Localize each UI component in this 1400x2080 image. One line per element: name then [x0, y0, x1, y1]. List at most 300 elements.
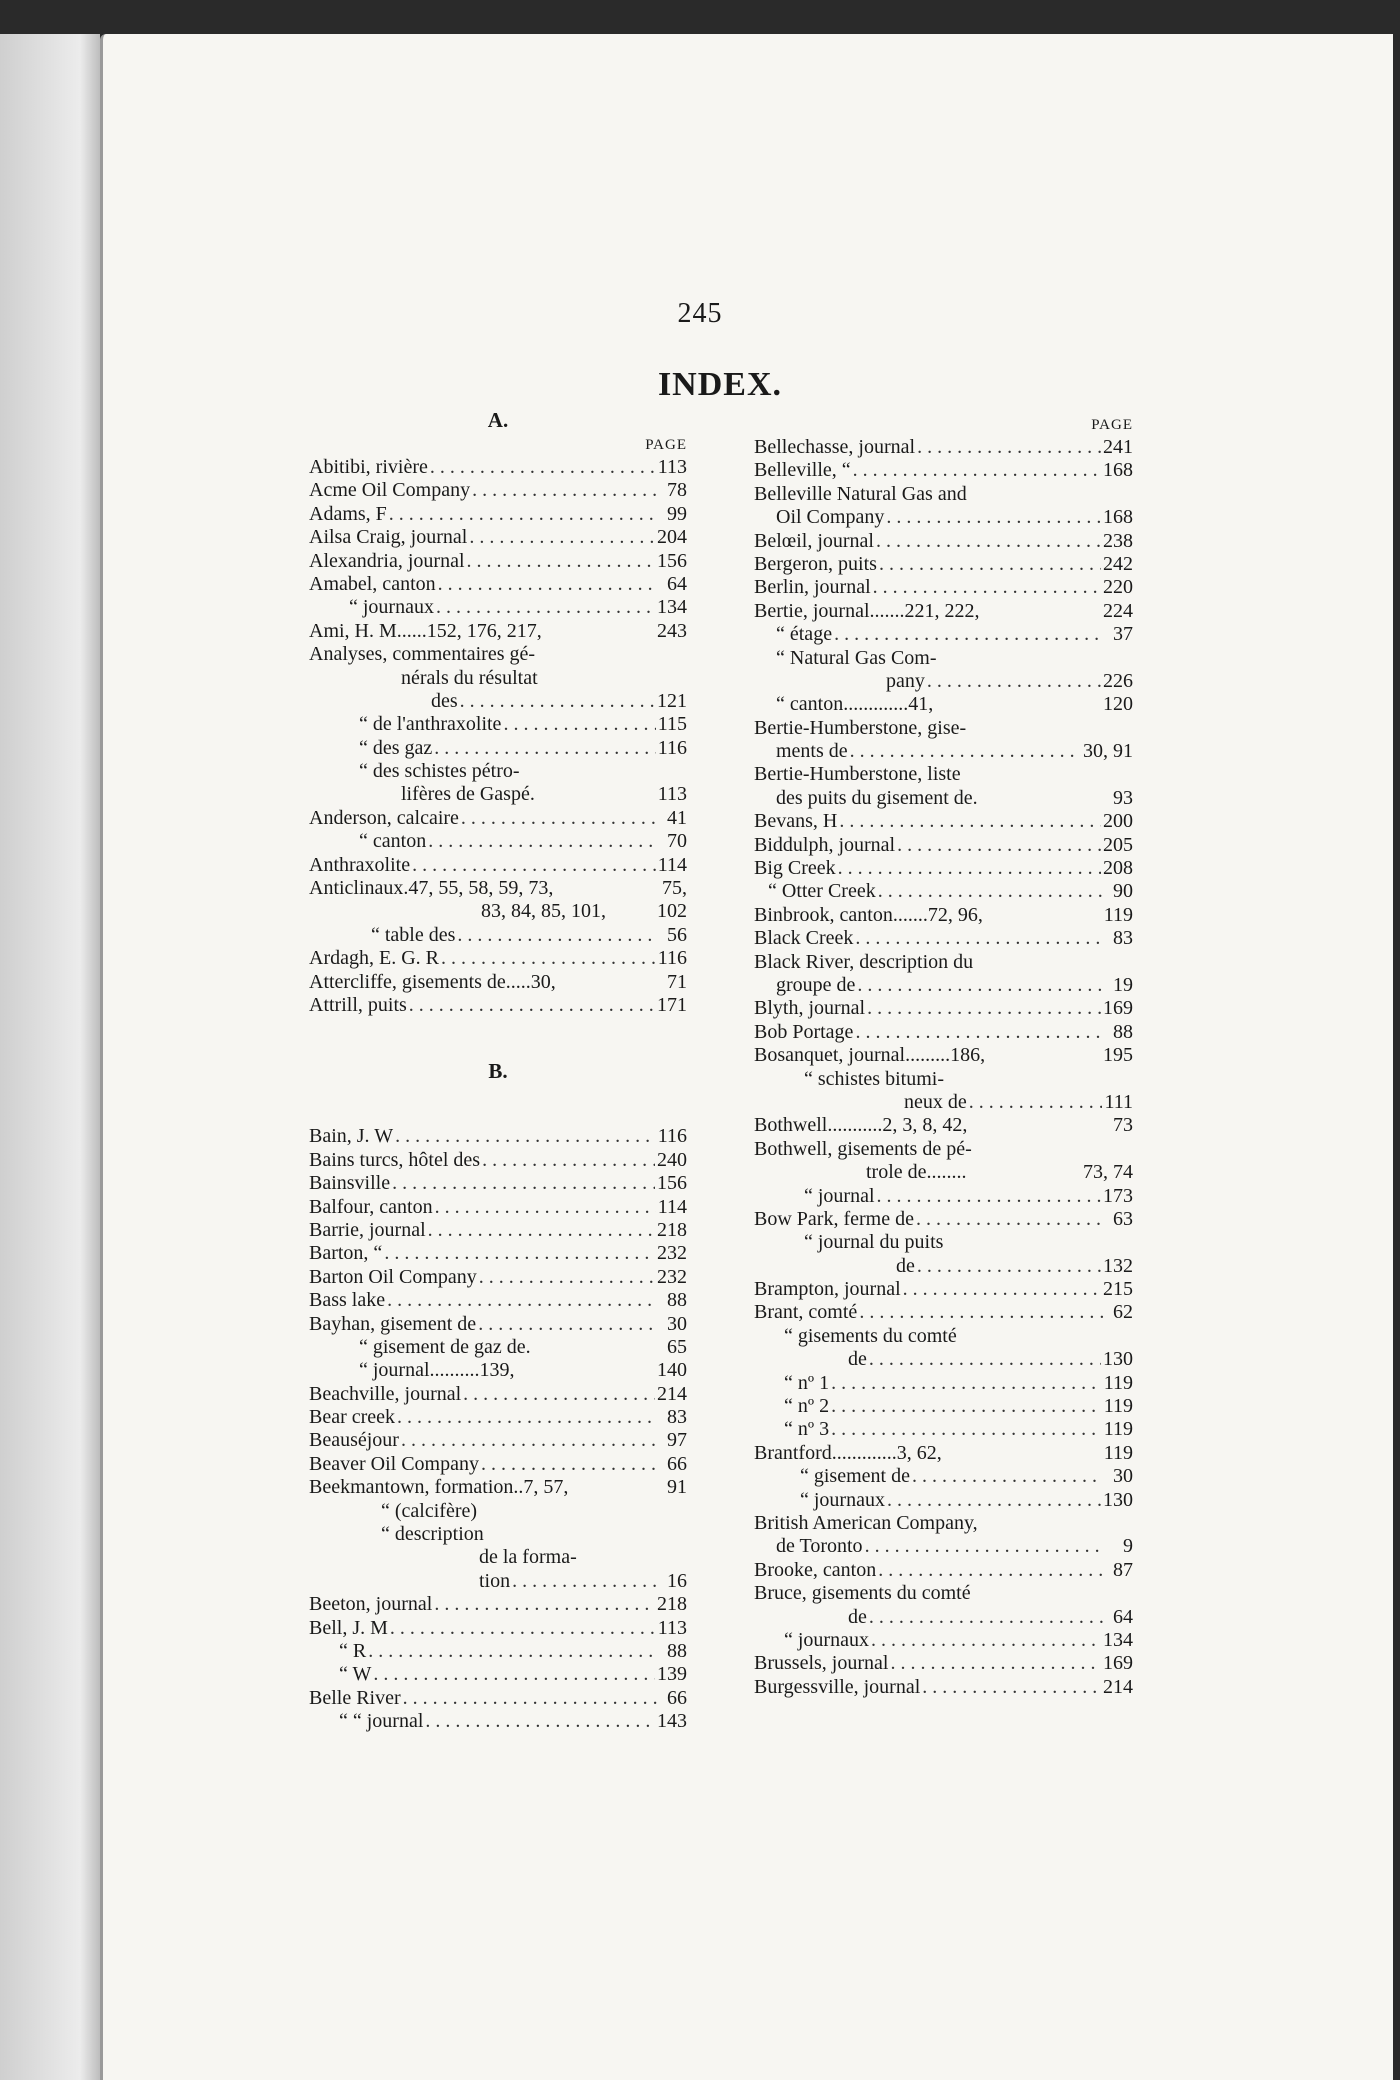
index-entry [754, 1489, 1133, 1512]
index-entry [754, 857, 1133, 880]
index-entry [309, 807, 687, 830]
dot-leader [512, 1570, 657, 1593]
dot-leader [831, 1372, 1102, 1395]
dot-leader [859, 1301, 1103, 1324]
index-entry [309, 1663, 687, 1686]
index-entry [754, 506, 1133, 529]
entry-page-ref: 56 [667, 923, 687, 946]
index-entry [754, 1301, 1133, 1324]
entry-page-ref: 64 [667, 572, 687, 595]
entry-term: Anticlinaux.47, 55, 58, 59, 73, [309, 877, 554, 900]
index-entry [754, 787, 1133, 810]
entry-page-ref: 30, 91 [1083, 740, 1133, 763]
entry-term: des puits du gisement de. [776, 786, 978, 809]
dot-leader [409, 994, 655, 1017]
dot-leader [912, 1465, 1103, 1488]
index-entry [309, 900, 687, 923]
index-entry [309, 1523, 687, 1546]
index-entry [754, 1676, 1133, 1699]
entry-term: de [848, 1348, 867, 1371]
index-entry [754, 1629, 1133, 1652]
entry-term: tion [479, 1569, 511, 1592]
index-entry [754, 576, 1133, 599]
index-entry [309, 596, 687, 619]
entry-term: Acme Oil Company [309, 479, 471, 502]
dot-leader [387, 1289, 657, 1312]
entry-page-ref: 116 [657, 1125, 687, 1148]
entry-term: “ gisement de gaz de. [359, 1335, 531, 1358]
entry-term: British American Company, [754, 1511, 978, 1534]
entry-term: “ journal [804, 1184, 875, 1207]
dot-leader [876, 530, 1101, 553]
entry-term: Bothwell, gisements de pé- [754, 1137, 972, 1160]
entry-term: de la forma- [479, 1546, 577, 1569]
entry-page-ref: 113 [657, 456, 687, 478]
entry-term: Bertie-Humberstone, liste [754, 763, 961, 786]
entry-page-ref: 114 [657, 853, 687, 876]
entry-page-ref: 168 [1103, 459, 1133, 482]
dot-leader [865, 1535, 1103, 1558]
dot-leader [425, 1710, 655, 1733]
entry-page-ref: 208 [1103, 857, 1133, 880]
index-entry [754, 1535, 1133, 1558]
entry-page-ref: 30 [667, 1312, 687, 1335]
index-entry [309, 1219, 687, 1242]
entry-page-ref: 16 [667, 1569, 687, 1592]
page-column-header: PAGE [1091, 417, 1133, 433]
dot-leader [461, 807, 657, 830]
dot-leader [395, 1125, 656, 1148]
index-entry [309, 690, 687, 713]
entry-term: de [848, 1605, 867, 1628]
dot-leader [890, 1652, 1101, 1675]
index-entry [309, 1383, 687, 1406]
entry-page-ref: 87 [1113, 1558, 1133, 1581]
entry-term: Binbrook, canton.......72, 96, [754, 903, 983, 926]
dot-leader [469, 526, 655, 549]
dot-leader [916, 1208, 1103, 1231]
index-entry [754, 1138, 1133, 1161]
entry-page-ref: 37 [1113, 623, 1133, 646]
dot-leader [436, 596, 655, 619]
entry-term: Bertie-Humberstone, gise- [754, 716, 967, 739]
index-entry [309, 1336, 687, 1359]
dot-leader [853, 459, 1101, 482]
index-entry [309, 1289, 687, 1312]
dot-leader [397, 1406, 657, 1429]
entry-page-ref: 66 [667, 1452, 687, 1475]
entry-term: Brampton, journal [754, 1278, 901, 1301]
index-entry [754, 1418, 1133, 1441]
entry-page-ref: 171 [657, 993, 687, 1016]
index-entry [309, 550, 687, 573]
dot-leader [838, 857, 1101, 880]
dot-leader [503, 713, 655, 736]
entry-term: “ schistes bitumi- [804, 1067, 944, 1090]
entry-page-ref: 113 [657, 1616, 687, 1639]
index-entry [309, 1359, 687, 1382]
entry-term: “ nº 3 [784, 1418, 830, 1441]
index-entry [309, 620, 687, 643]
entry-page-ref: 121 [657, 689, 687, 712]
entry-term: “ gisements du comté [784, 1324, 957, 1347]
entry-term: Brooke, canton [754, 1558, 877, 1581]
entry-page-ref: 214 [657, 1382, 687, 1405]
dot-leader [869, 1348, 1101, 1371]
entry-page-ref: 93 [1113, 786, 1133, 809]
entry-term: Bains turcs, hôtel des [309, 1148, 481, 1171]
entry-page-ref: 30 [1113, 1465, 1133, 1488]
entry-page-ref: 218 [657, 1218, 687, 1241]
entry-term: Beaver Oil Company [309, 1452, 479, 1475]
dot-leader [867, 997, 1101, 1020]
entry-term: “ des gaz [359, 736, 433, 759]
index-entry [754, 1091, 1133, 1114]
entry-term: “ nº 1 [784, 1371, 830, 1394]
dot-leader [412, 854, 656, 877]
index-entry [754, 1021, 1133, 1044]
dot-leader [917, 436, 1101, 459]
entry-term: Beachville, journal [309, 1382, 462, 1405]
entry-page-ref: 156 [657, 549, 687, 572]
entry-page-ref: 75, [662, 877, 687, 900]
entry-page-ref: 243 [657, 619, 687, 642]
index-entry [309, 526, 687, 549]
index-entry [754, 1652, 1133, 1675]
index-entry [754, 623, 1133, 646]
entry-term: Abitibi, rivière [309, 456, 428, 478]
index-column-right [754, 414, 1133, 1699]
entry-term: Ami, H. M......152, 176, 217, [309, 619, 542, 642]
index-entry [309, 479, 687, 502]
dot-leader [373, 1663, 655, 1686]
entry-page-ref: 88 [1113, 1020, 1133, 1043]
entry-term: “ W [339, 1663, 372, 1686]
index-entry [309, 1546, 687, 1569]
index-entry [309, 573, 687, 596]
index-entry [309, 1125, 687, 1148]
entry-page-ref: 215 [1103, 1278, 1133, 1301]
index-entry [754, 1325, 1133, 1348]
section-gap [309, 1017, 687, 1057]
entry-term: de [896, 1254, 915, 1277]
entry-page-ref: 232 [657, 1242, 687, 1265]
dot-leader [441, 947, 656, 970]
entry-term: Ailsa Craig, journal [309, 526, 468, 549]
entry-term: “ R [339, 1639, 367, 1662]
entry-page-ref: 119 [1103, 1395, 1133, 1418]
section-gap [309, 1085, 687, 1125]
entry-page-ref: 220 [1103, 576, 1133, 599]
entry-page-ref: 113 [657, 783, 687, 806]
index-entry [309, 713, 687, 736]
dot-leader [831, 1395, 1102, 1418]
dot-leader [384, 1242, 655, 1265]
entry-page-ref: 78 [667, 479, 687, 502]
index-entry [309, 1242, 687, 1265]
entry-term: “ canton.............41, [776, 693, 934, 716]
entry-page-ref: 90 [1113, 880, 1133, 903]
index-entry [754, 740, 1133, 763]
index-entry [754, 997, 1133, 1020]
entry-term: “ table des [371, 923, 456, 946]
entry-page-ref: 97 [667, 1429, 687, 1452]
entry-term: “ étage [776, 623, 833, 646]
entry-page-ref: 73, 74 [1083, 1161, 1133, 1184]
dot-leader [834, 623, 1103, 646]
entry-term: Burgessville, journal [754, 1675, 921, 1698]
entry-page-ref: 173 [1103, 1184, 1133, 1207]
entry-page-ref: 9 [1123, 1535, 1133, 1558]
index-entry [754, 1465, 1133, 1488]
entry-page-ref: 88 [667, 1289, 687, 1312]
dot-leader [434, 737, 655, 760]
index-entry [754, 436, 1133, 459]
entry-term: 83, 84, 85, 101, [481, 900, 606, 923]
index-entry [754, 553, 1133, 576]
entry-term: “ canton [359, 830, 427, 853]
entry-page-ref: 83 [667, 1406, 687, 1429]
index-entry [754, 1559, 1133, 1582]
entry-term: Balfour, canton [309, 1195, 433, 1218]
entry-page-ref: 111 [1104, 1090, 1133, 1113]
dot-leader [430, 456, 656, 479]
entry-term: “ (calcifère) [381, 1499, 478, 1522]
index-entry [754, 880, 1133, 903]
entry-page-ref: 204 [657, 526, 687, 549]
index-entry [309, 1640, 687, 1663]
entry-term: Brussels, journal [754, 1652, 889, 1675]
entry-term: Bothwell...........2, 3, 8, 42, [754, 1114, 968, 1137]
section-heading: A. [487, 408, 509, 432]
entry-term: neux de [904, 1090, 967, 1113]
entry-page-ref: 156 [657, 1172, 687, 1195]
entry-page-ref: 83 [1113, 927, 1133, 950]
entry-page-ref: 134 [1103, 1628, 1133, 1651]
entry-page-ref: 139 [657, 1663, 687, 1686]
dot-leader [871, 1629, 1101, 1652]
index-entry [754, 1512, 1133, 1535]
entry-term: Black River, description du [754, 950, 974, 973]
book-spine-edge [0, 34, 100, 2080]
index-entry [309, 667, 687, 690]
entry-term: Barrie, journal [309, 1218, 426, 1241]
entry-term: Anderson, calcaire [309, 806, 459, 829]
dot-leader [917, 1255, 1101, 1278]
page-column-header: PAGE [645, 437, 687, 453]
entry-page-ref: 143 [657, 1710, 687, 1733]
entry-page-ref: 205 [1103, 833, 1133, 856]
entry-page-ref: 41 [667, 806, 687, 829]
entry-page-ref: 200 [1103, 810, 1133, 833]
entry-page-ref: 214 [1103, 1675, 1133, 1698]
entry-term: Oil Company [776, 506, 885, 529]
index-entry [754, 927, 1133, 950]
dot-leader [389, 503, 657, 526]
entry-page-ref: 99 [667, 502, 687, 525]
index-entry [309, 994, 687, 1017]
index-entry [754, 647, 1133, 670]
entry-page-ref: 19 [1113, 973, 1133, 996]
dot-leader [878, 1559, 1103, 1582]
entry-term: Bass lake [309, 1289, 386, 1312]
index-entry [309, 1617, 687, 1640]
entry-page-ref: 120 [1103, 693, 1133, 716]
dot-leader [922, 1676, 1101, 1699]
entry-term: Attercliffe, gisements de.....30, [309, 970, 556, 993]
entry-term: “ de l'anthraxolite [359, 713, 502, 736]
entry-page-ref: 232 [657, 1265, 687, 1288]
dot-leader [460, 690, 655, 713]
dot-leader [482, 1149, 655, 1172]
index-column-left [309, 406, 687, 1734]
entry-page-ref: 238 [1103, 529, 1133, 552]
dot-leader [472, 479, 657, 502]
entry-term: Blyth, journal [754, 997, 866, 1020]
entry-page-ref: 64 [1113, 1605, 1133, 1628]
entry-page-ref: 114 [657, 1195, 687, 1218]
entry-page-ref: 73 [1113, 1114, 1133, 1137]
entry-term: Belle River [309, 1686, 401, 1709]
entry-term: Belleville Natural Gas and [754, 482, 967, 505]
dot-leader [831, 1418, 1102, 1441]
dot-leader [438, 573, 657, 596]
entry-term: “ des schistes pétro- [359, 760, 520, 783]
index-entry [754, 1044, 1133, 1067]
index-entry [309, 1429, 687, 1452]
entry-page-ref: 130 [1103, 1488, 1133, 1511]
entry-term: Barton Oil Company [309, 1265, 477, 1288]
index-entry [754, 600, 1133, 623]
index-entry [309, 1570, 687, 1593]
entry-page-ref: 116 [657, 947, 687, 970]
index-title: INDEX. [657, 366, 783, 403]
index-entry [754, 530, 1133, 553]
index-entry [309, 1406, 687, 1429]
entry-page-ref: 140 [657, 1359, 687, 1382]
index-entry [754, 693, 1133, 716]
entry-page-ref: 119 [1103, 903, 1133, 926]
entry-term: Adams, F [309, 502, 387, 525]
index-entry [309, 924, 687, 947]
entry-term: Biddulph, journal [754, 833, 896, 856]
entry-term: Attrill, puits [309, 993, 407, 1016]
entry-term: “ journaux [784, 1628, 869, 1651]
entry-page-ref: 242 [1103, 552, 1133, 575]
entry-term: Bow Park, ferme de [754, 1207, 914, 1230]
entry-term: Amabel, canton [309, 572, 436, 595]
entry-page-ref: 70 [667, 830, 687, 853]
entry-term: groupe de [776, 973, 856, 996]
index-entry [754, 1372, 1133, 1395]
index-entry [754, 1606, 1133, 1629]
index-entry [309, 1149, 687, 1172]
entry-term: Belœil, journal [754, 529, 874, 552]
dot-leader [887, 1489, 1101, 1512]
entry-page-ref: 88 [667, 1639, 687, 1662]
index-entry [309, 1172, 687, 1195]
entry-page-ref: 119 [1103, 1418, 1133, 1441]
dot-leader [428, 1219, 655, 1242]
entry-page-ref: 119 [1103, 1441, 1133, 1464]
dot-leader [855, 927, 1103, 950]
entry-page-ref: 241 [1103, 436, 1133, 458]
dot-leader [879, 553, 1101, 576]
index-entry [309, 1266, 687, 1289]
index-entry [309, 1476, 687, 1499]
index-entry [309, 783, 687, 806]
entry-page-ref: 66 [667, 1686, 687, 1709]
entry-page-ref: 71 [667, 970, 687, 993]
entry-term: Bayhan, gisement de [309, 1312, 477, 1335]
dot-leader [903, 1278, 1101, 1301]
index-entry [309, 830, 687, 853]
index-entry [309, 1453, 687, 1476]
index-entry [309, 1196, 687, 1219]
index-entry [754, 459, 1133, 482]
entry-term: “ Natural Gas Com- [776, 646, 937, 669]
index-entry [754, 483, 1133, 506]
index-entry [754, 1442, 1133, 1465]
index-entry [309, 1687, 687, 1710]
entry-term: Analyses, commentaires gé- [309, 643, 536, 666]
index-entry [309, 1710, 687, 1733]
entry-term: des [431, 689, 458, 712]
dot-leader [392, 1172, 655, 1195]
entry-term: Beauséjour [309, 1429, 399, 1452]
dot-leader [463, 1383, 655, 1406]
dot-leader [479, 1266, 655, 1289]
index-entry [309, 877, 687, 900]
dot-leader [878, 880, 1103, 903]
entry-page-ref: 115 [657, 713, 687, 736]
entry-page-ref: 130 [1103, 1348, 1133, 1371]
dot-leader [428, 830, 657, 853]
entry-term: “ gisement de [800, 1465, 910, 1488]
dot-leader [886, 506, 1101, 529]
entry-page-ref: 102 [657, 900, 687, 923]
index-entry [309, 737, 687, 760]
entry-term: Belleville, “ [754, 459, 851, 482]
dot-leader [839, 810, 1101, 833]
entry-term: Big Creek [754, 857, 836, 880]
entry-term: Bainsville [309, 1172, 391, 1195]
index-entry [754, 1348, 1133, 1371]
index-entry [309, 1593, 687, 1616]
entry-term: Bob Portage [754, 1020, 854, 1043]
index-entry [754, 1395, 1133, 1418]
index-entry [754, 670, 1133, 693]
entry-page-ref: 224 [1103, 599, 1133, 622]
dot-leader [478, 1313, 657, 1336]
entry-page-ref: 65 [667, 1335, 687, 1358]
dot-leader [897, 834, 1101, 857]
index-entry [309, 947, 687, 970]
entry-term: Bevans, H [754, 810, 838, 833]
dot-leader [869, 1606, 1103, 1629]
index-entry [754, 834, 1133, 857]
entry-term: de Toronto [776, 1535, 863, 1558]
dot-leader [390, 1617, 656, 1640]
entry-term: Bellechasse, journal [754, 436, 916, 458]
entry-page-ref: 134 [657, 596, 687, 619]
dot-leader [435, 1196, 656, 1219]
entry-term: trole de........ [866, 1161, 967, 1184]
entry-term: Bosanquet, journal.........186, [754, 1044, 986, 1067]
entry-term: Berlin, journal [754, 576, 871, 599]
entry-page-ref: 91 [667, 1476, 687, 1499]
entry-page-ref: 116 [657, 736, 687, 759]
